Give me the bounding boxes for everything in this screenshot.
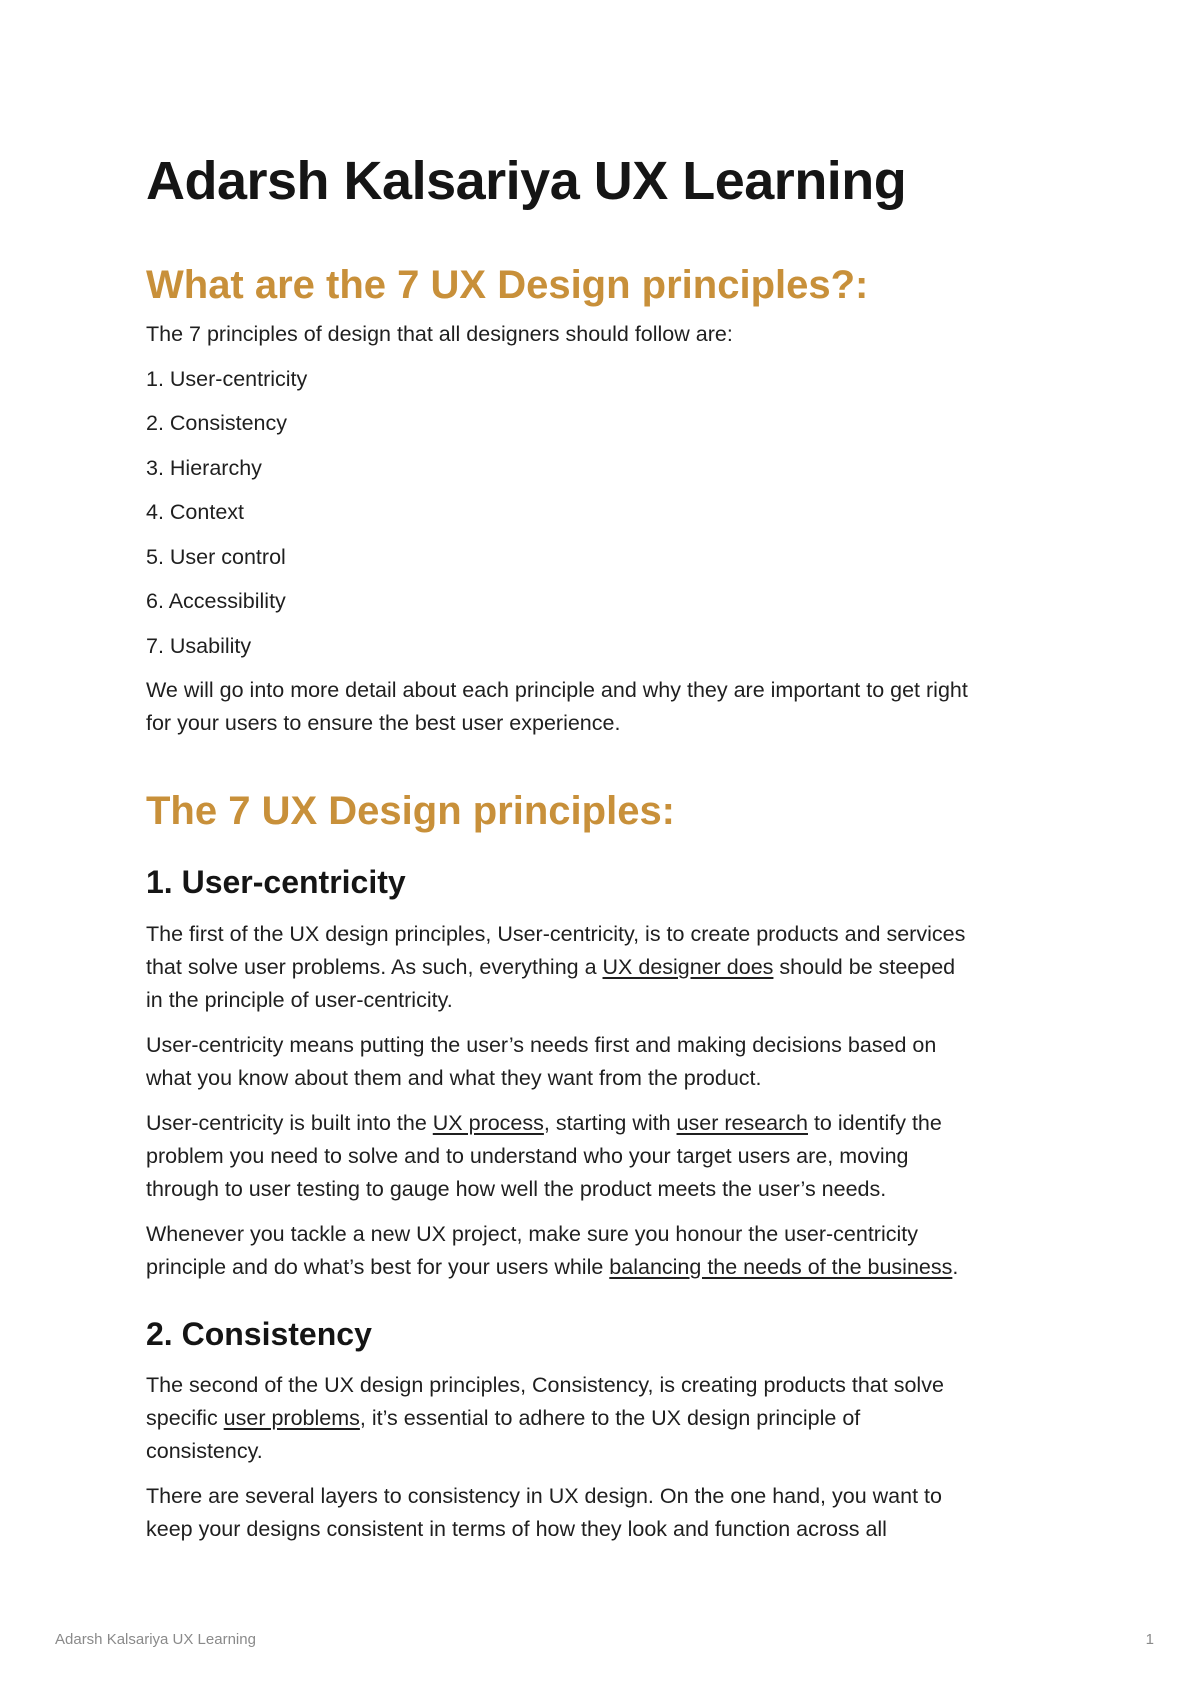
- subheading-consistency: 2. Consistency: [146, 1316, 372, 1352]
- paragraph-line: in the principle of user-centricity.: [146, 988, 453, 1012]
- paragraph-line: [146, 951, 1066, 984]
- list-item: 4. Context: [146, 500, 244, 524]
- paragraph-line: User-centricity means putting the user’s needs first and making decisions based on: [146, 1033, 937, 1057]
- list-item: 2. Consistency: [146, 411, 288, 435]
- paragraph-line: The first of the UX design principles, User-centricity, is to create products and services: [146, 922, 966, 946]
- paragraph-line: There are several layers to consistency in UX design. On the one hand, you want to: [146, 1484, 942, 1508]
- ux-process-link[interactable]: UX process: [432, 1111, 544, 1135]
- paragraph-line: keep your designs consistent in terms of how they look and function across all: [146, 1517, 887, 1541]
- paragraph-line: [146, 1402, 1066, 1435]
- paragraph-line: through to user testing to gauge how well the product meets the user’s needs.: [146, 1177, 887, 1201]
- paragraph-line: Whenever you tackle a new UX project, make sure you honour the user-centricity: [146, 1222, 918, 1246]
- outro-paragraph-line: for your users to ensure the best user experience.: [146, 711, 621, 735]
- intro-paragraph: The 7 principles of design that all designers should follow are:: [146, 322, 733, 346]
- ux-designer-link[interactable]: UX designer does: [602, 955, 774, 979]
- paragraph-line: what you know about them and what they want from the product.: [146, 1066, 762, 1090]
- paragraph-line: [146, 1251, 1066, 1284]
- text-span: , starting with: [543, 1111, 677, 1135]
- section-heading-what-are: What are the 7 UX Design principles?:: [146, 263, 869, 307]
- user-problems-link[interactable]: user problems: [223, 1406, 360, 1430]
- list-item: 5. User control: [146, 545, 286, 569]
- paragraph-line: problem you need to solve and to understand who your target users are, moving: [146, 1144, 909, 1168]
- user-research-link[interactable]: user research: [676, 1111, 808, 1135]
- list-item: 3. Hierarchy: [146, 456, 262, 480]
- text-span: should be steeped: [773, 955, 956, 979]
- section-heading-principles: The 7 UX Design principles:: [146, 789, 676, 833]
- footer-title: Adarsh Kalsariya UX Learning: [55, 1631, 256, 1648]
- list-item: 7. Usability: [146, 634, 252, 658]
- text-span: User-centricity is built into the: [146, 1111, 433, 1135]
- text-span: that solve user problems. As such, everything a: [146, 955, 603, 979]
- text-span: to identify the: [807, 1111, 942, 1135]
- subheading-user-centricity: 1. User-centricity: [146, 864, 406, 900]
- document-title: Adarsh Kalsariya UX Learning: [146, 151, 907, 211]
- page-number: 1: [1145, 1631, 1154, 1648]
- text-span: .: [952, 1255, 959, 1279]
- outro-paragraph-line: We will go into more detail about each principle and why they are important to get right: [146, 678, 968, 702]
- balancing-business-needs-link[interactable]: balancing the needs of the business: [609, 1255, 953, 1279]
- list-item: 1. User-centricity: [146, 367, 308, 391]
- text-span: , it’s essential to adhere to the UX design principle of: [359, 1406, 861, 1430]
- paragraph-line: consistency.: [146, 1439, 263, 1463]
- paragraph-line: [146, 1107, 1066, 1140]
- text-span: principle and do what’s best for your users while: [146, 1255, 610, 1279]
- text-span: specific: [146, 1406, 224, 1430]
- list-item: 6. Accessibility: [146, 589, 286, 613]
- paragraph-line: The second of the UX design principles, Consistency, is creating products that solve: [146, 1373, 944, 1397]
